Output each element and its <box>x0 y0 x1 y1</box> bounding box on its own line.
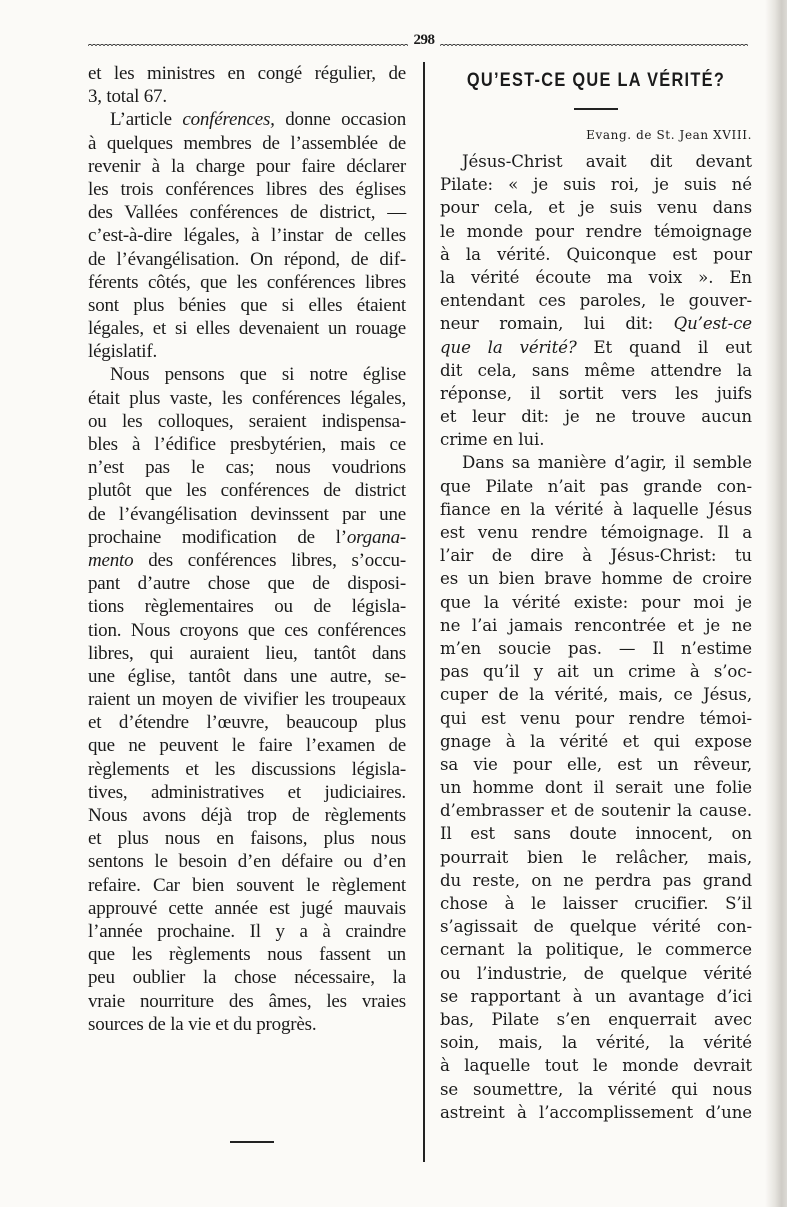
text-line: sa vie pour elle, est un rêveur, <box>440 754 752 774</box>
italic-text: Qu’est-ce <box>673 314 752 334</box>
text-line: ou les colloques, seraient indispensa- <box>88 410 406 432</box>
text-line: raient un moyen de vivifier les troupeaux <box>88 689 406 711</box>
text-line: l’année prochaine. Il y a à craindre <box>88 920 406 942</box>
text-line: le monde pour rendre témoignage <box>440 221 752 241</box>
text-line: Jésus-Christ avait dit devant <box>462 152 752 171</box>
text-line: n’est pas le cas; nous voudrions <box>88 457 406 479</box>
text-line: férents côtés, que les conférences libres <box>88 271 406 293</box>
text-line: que la vérité existe: pour moi je <box>440 592 752 612</box>
text-line: astreint à l’accomplissement d’une <box>440 1102 752 1122</box>
text-line: Pilate: « je suis roi, je suis né <box>440 175 752 195</box>
text-line: que la vérité? Et quand il eut <box>440 337 752 357</box>
text-line: pant d’autre chose que de disposi- <box>88 573 406 595</box>
text-line: la vérité écoute ma voix ». En <box>440 267 752 287</box>
text-line: légales, et si elles devenaient un rouage <box>88 318 406 340</box>
text-line: c’est-à-dire légales, à l’instar de celles <box>88 225 406 247</box>
column-divider <box>423 62 425 1162</box>
page-number: 298 <box>413 32 435 48</box>
text-line: du reste, on ne perdra pas grand <box>440 870 752 890</box>
text-line: était plus vaste, les conférences légales, <box>88 387 406 409</box>
wavy-rule-right <box>440 41 748 47</box>
text-line: chose à le laisser crucifier. S’il <box>440 894 752 913</box>
text-line: plutôt que les conférences de district <box>88 480 406 502</box>
text-line: tives, administratives et judiciaires. <box>88 781 406 803</box>
text-line: fiance en la vérité à laquelle Jésus <box>440 499 752 519</box>
left-column <box>88 62 406 1036</box>
text-line: Il est sans doute innocent, on <box>440 824 752 844</box>
text-line: de l’évangélisation. On répond, de dif- <box>88 248 406 270</box>
text-line: cernant la politique, le commerce <box>440 940 752 960</box>
text-line: crime en lui. <box>440 430 545 450</box>
text-line: à quelques membres de l’assemblée de <box>88 132 406 154</box>
text-line: approuvé cette année est jugé mauvais <box>88 897 406 919</box>
text-line: est venu rendre témoignage. Il a <box>440 523 752 542</box>
text-line: Nous avons déjà trop de règlements <box>88 805 406 826</box>
text-line: à laquelle tout le monde devrait <box>440 1056 752 1076</box>
text-line: les trois conférences libres des églises <box>88 178 406 200</box>
text-line: et les ministres en congé régulier, de <box>88 63 406 84</box>
text-line: et leur dit: je ne trouve aucun <box>440 407 752 427</box>
text-line: libres, qui auraient lieu, tantôt dans <box>88 642 406 664</box>
italic-text: organa- <box>346 526 406 548</box>
text-line: sources de la vie et du progrès. <box>88 1013 317 1035</box>
text-line: es un bien brave homme de croire <box>440 569 752 589</box>
text-line: ne l’ai jamais rencontrée et je ne <box>440 615 752 635</box>
text-line: prochaine modification de l’organa- <box>88 526 406 548</box>
text-line: sentons le besoin d’en défaire ou d’en <box>88 851 406 873</box>
article-title: QU’EST-CE QUE LA VÉRITÉ? <box>466 70 726 91</box>
text-line: Nous pensons que si notre église <box>110 364 406 386</box>
text-line: bas, Pilate s’en enquerrait avec <box>440 1009 752 1029</box>
wavy-rule-left <box>88 41 408 47</box>
text-line: peu oublier la chose nécessaire, la <box>88 967 406 989</box>
text-line: des Vallées conférences de district, — <box>88 202 406 224</box>
text-line: et d’étendre l’œuvre, beaucoup plus <box>88 712 406 734</box>
text-line: règlements et les discussions législa- <box>88 758 406 780</box>
text-line: législatif. <box>88 341 158 363</box>
text-line: qui est venu pour rendre témoi- <box>440 708 752 728</box>
article-body <box>440 150 752 1124</box>
text-line: revenir à la charge pour faire déclarer <box>88 155 406 177</box>
text-line: 3, total 67. <box>88 86 167 108</box>
text-line: Dans sa manière d’agir, il semble <box>462 453 752 473</box>
text-line: réponse, il sortit vers les juifs <box>440 383 752 403</box>
italic-text: que la vérité? <box>440 337 577 357</box>
text-line: dit cela, sans même attendre la <box>440 360 752 380</box>
text-line: à la vérité. Quiconque est pour <box>440 244 752 264</box>
text-line: m’en soucie pas. — Il n’estime <box>440 638 752 658</box>
text-line: ou l’industrie, de quelque vérité <box>440 963 752 983</box>
italic-text: mento <box>88 549 134 571</box>
text-line: pour cela, et je suis venu dans <box>440 198 752 218</box>
page-edge-shadow <box>765 0 787 1207</box>
running-header <box>88 32 748 52</box>
right-column <box>440 62 752 1124</box>
text-line: pas qu’il y ait un crime à s’oc- <box>440 662 752 682</box>
text-line: tions règlementaires ou de législa- <box>88 596 406 618</box>
text-line: que Pilate n’ait pas grande con- <box>440 476 752 496</box>
italic-text: conférences, <box>182 109 275 131</box>
text-line: de l’évangélisation devinssent par une <box>88 503 406 525</box>
text-line: sont plus bénies que si elles étaient <box>88 294 406 316</box>
text-line: l’air de dire à Jésus-Christ: tu <box>440 546 752 566</box>
text-line: que les règlements nous fassent un <box>88 944 406 966</box>
text-line: et plus nous en faisons, plus nous <box>88 828 406 850</box>
section-end-rule <box>230 1141 274 1143</box>
text-line: soin, mais, la vérité, la vérité <box>440 1033 752 1053</box>
text-line: bles à l’édifice presbytérien, mais ce <box>88 434 406 455</box>
text-line: vraie nourriture des âmes, les vraies <box>88 990 406 1012</box>
text-line: tion. Nous croyons que ces conférences <box>88 619 406 641</box>
title-rule <box>574 108 618 112</box>
text-line: s’agissait de quelque vérité con- <box>440 917 752 937</box>
text-line: refaire. Car bien souvent le règlement <box>88 874 406 896</box>
text-line: L’article conférences, donne occasion <box>110 109 407 131</box>
text-line: pourrait bien le relâcher, mais, <box>440 847 752 867</box>
text-line: se soumettre, la vérité qui nous <box>440 1079 752 1099</box>
text-line: se rapportant à un avantage d’ici <box>440 986 752 1006</box>
text-line: d’embrasser et de soutenir la cause. <box>440 801 752 821</box>
text-line: un homme dont il serait une folie <box>440 778 752 798</box>
text-line: une église, tantôt dans une autre, se- <box>88 665 406 687</box>
text-line: que ne peuvent le faire l’examen de <box>88 735 406 757</box>
text-line: cuper de la vérité, mais, ce Jésus, <box>440 685 752 705</box>
text-line: entendant ces paroles, le gouver- <box>440 291 752 311</box>
epigraph: Evang. de St. Jean XVIII. <box>586 128 752 142</box>
text-line: gnage à la vérité et qui expose <box>440 731 752 751</box>
text-line: neur romain, lui dit: Qu’est-ce <box>440 314 752 334</box>
text-line: mento des conférences libres, s’occu- <box>88 549 406 571</box>
